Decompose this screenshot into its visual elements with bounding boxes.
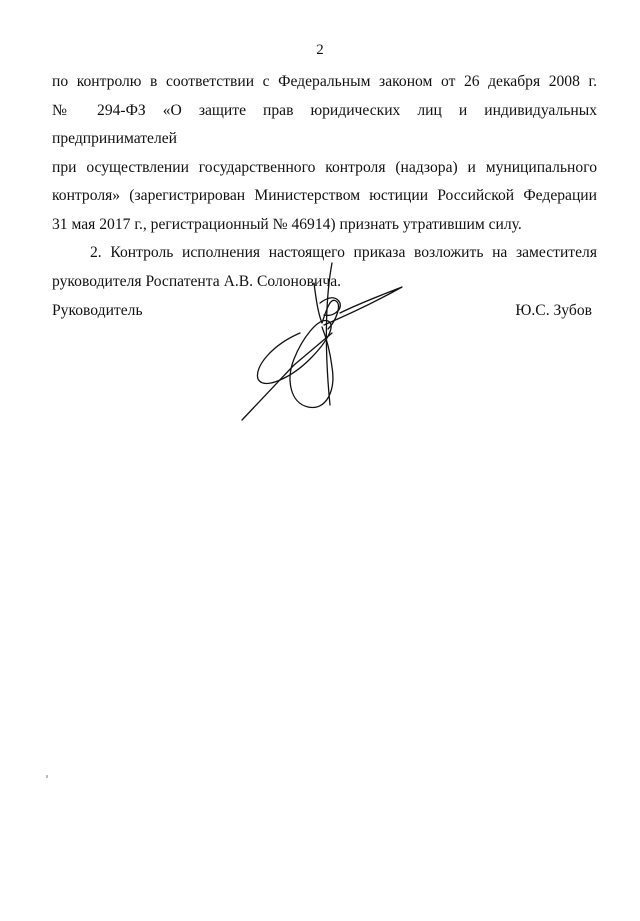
paragraph-1-line-1: по контролю в соответствии с Федеральным законом от 26 декабря 2008 г. (52, 73, 597, 90)
paragraph-1-line-5: 31 мая 2017 г., регистрационный № 46914) признать утратившим силу. (52, 215, 522, 233)
scan-mark (46, 775, 48, 778)
paragraph-1-line-2: № 294-ФЗ «О защите прав юридических лиц и индивидуальных предпринимателей (52, 101, 597, 147)
paragraph-2-line-2: руководителя Роспатента А.В. Солоновича. (52, 272, 342, 290)
paragraph-2-line-1: 2. Контроль исполнения настоящего приказа возложить на заместителя (90, 244, 597, 261)
handwritten-signature (232, 255, 412, 430)
paragraph-1-line-3: при осуществлении государственного контроля (надзора) и муниципального (52, 158, 597, 176)
signatory-role: Руководитель (52, 302, 143, 319)
page-number: 2 (316, 42, 324, 58)
signatory-name: Ю.С. Зубов (515, 302, 592, 319)
paragraph-1-line-4: контроля» (зарегистрирован Министерством юстиции Российской Федерации (52, 187, 597, 204)
